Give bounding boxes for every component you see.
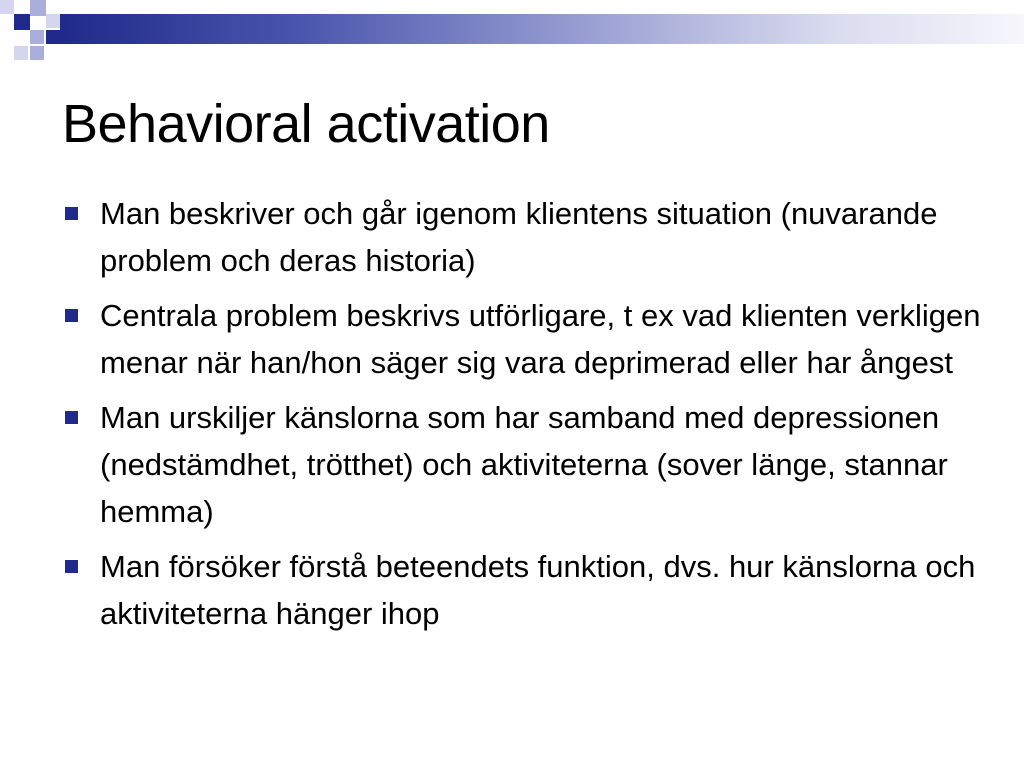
decorative-square — [46, 14, 60, 28]
decorative-square — [30, 30, 44, 44]
bullet-text: Centrala problem beskrivs utförligare, t ex vad klienten verkligen menar när han/hon säger sig vara deprimerad eller har ångest — [100, 298, 981, 380]
decorative-square — [30, 0, 46, 16]
bullet-text: Man beskriver och går igenom klientens situation (nuvarande problem och deras historia) — [100, 196, 938, 278]
decorative-square — [14, 46, 28, 60]
decorative-square — [30, 46, 44, 60]
decorative-square — [14, 14, 30, 30]
bullet-item — [62, 543, 992, 637]
square-bullet-icon — [65, 411, 78, 424]
bullet-list — [62, 190, 992, 645]
decorative-square — [0, 0, 14, 14]
square-bullet-icon — [65, 309, 78, 322]
bullet-text: Man urskiljer känslorna som har samband med depressionen (nedstämdhet, trötthet) och aktiviteterna (sover länge, stannar hemma) — [100, 400, 948, 529]
decorative-square — [46, 30, 60, 44]
square-bullet-icon — [65, 560, 78, 573]
slide-title: Behavioral activation — [62, 94, 550, 154]
header-gradient-band — [60, 14, 1024, 44]
bullet-item — [62, 292, 992, 386]
bullet-item — [62, 394, 992, 535]
bullet-item — [62, 190, 992, 284]
bullet-text: Man försöker förstå beteendets funktion, dvs. hur känslorna och aktiviteterna hänger ihop — [100, 549, 976, 631]
square-bullet-icon — [65, 207, 78, 220]
